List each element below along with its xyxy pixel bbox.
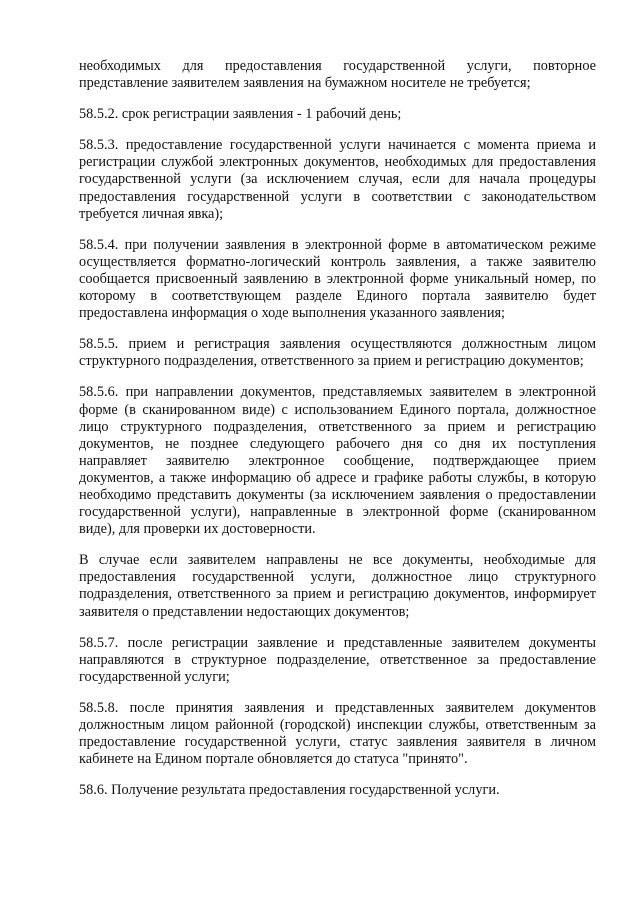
paragraph-58-5-7: 58.5.7. после регистрации заявление и представленные заявителем документы направляются в структурное подразделение, ответственное за предоставление государственной услуги; bbox=[79, 634, 596, 685]
paragraph-58-6: 58.6. Получение результата предоставления государственной услуги. bbox=[79, 782, 500, 799]
paragraph-incomplete-documents: В случае если заявителем направлены не все документы, необходимые для предоставления государственной услуги, должностное лицо структурного подразделения, ответственного за прием и регистрацию документов, информирует заявителя о представлении недостающих документов; bbox=[79, 552, 596, 620]
paragraph-58-5-2: 58.5.2. срок регистрации заявления - 1 рабочий день; bbox=[79, 106, 402, 123]
document-body bbox=[79, 58, 596, 813]
paragraph-58-5-5: 58.5.5. прием и регистрация заявления осуществляются должностным лицом структурного подразделения, ответственного за прием и регистрацию документов; bbox=[79, 336, 596, 370]
paragraph-58-5-4: 58.5.4. при получении заявления в электронной форме в автоматическом режиме осуществляется форматно-логический контроль заявления, а также заявителю сообщается присвоенный заявлению в электронной форме уникальный номер, по которому в соответствующем разделе Единого портала заявителю будет предоставлена информация о ходе выполнения указанного заявления; bbox=[79, 236, 596, 322]
paragraph-58-5-3: 58.5.3. предоставление государственной услуги начинается с момента приема и регистрации службой электронных документов, необходимых для предоставления государственной услуги (за исключением случая, если для начала процедуры предоставления государственной услуги в соответствии с законодательством требуется личная явка); bbox=[79, 137, 596, 222]
paragraph-58-5-8: 58.5.8. после принятия заявления и представленных заявителем документов должностным лицом районной (городской) инспекции службы, ответственным за предоставление государственной услуги, статус заявления заявителя в личном кабинете на Едином портале обновляется до статуса "принято". bbox=[79, 699, 596, 768]
paragraph-58-5-6: 58.5.6. при направлении документов, представляемых заявителем в электронной форме (в сканированном виде) с использованием Единого портала, должностное лицо структурного подразделения, ответственного за прием и регистрацию документов, не позднее следующего рабочего дня со дня их поступления направляет заявителю электронное сообщение, подтверждающее прием документов, а также информацию об адресе и графике работы службы, в которую необходимо представить документы (за исключением заявления о предоставлении государственной услуги), направленные в электронной форме (сканированном виде), для проверки их достоверности. bbox=[79, 384, 596, 538]
paragraph-continuation: необходимых для предоставления государственной услуги, повторное представление заявителем заявления на бумажном носителе не требуется; bbox=[79, 58, 596, 92]
